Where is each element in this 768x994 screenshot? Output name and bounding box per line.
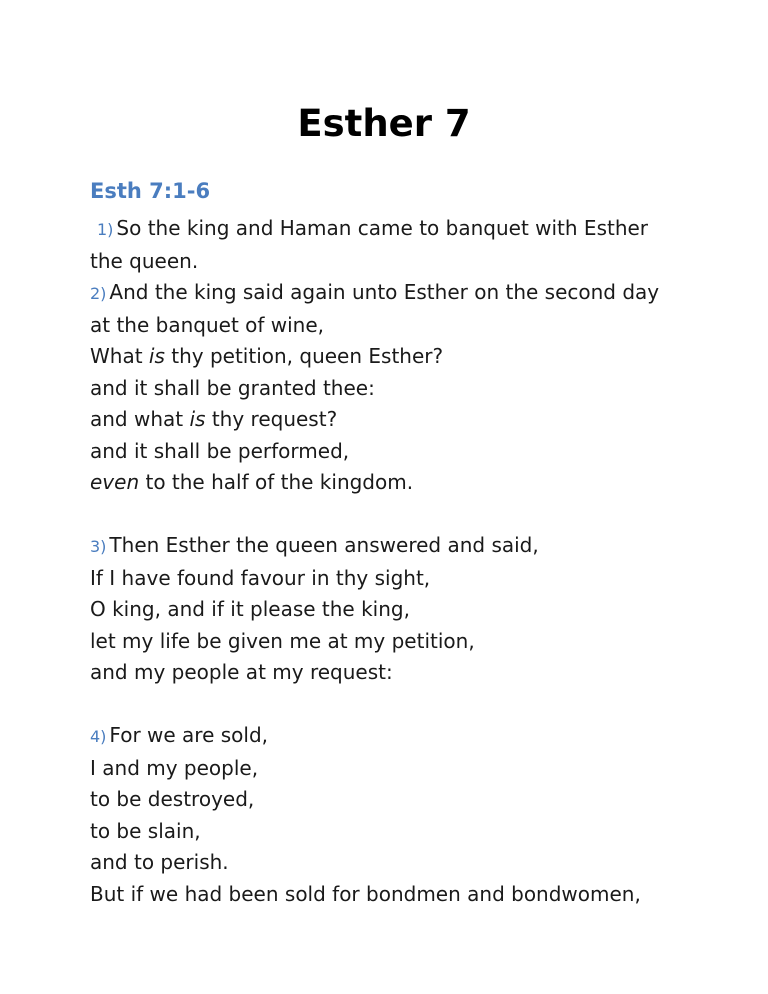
verse-line [90,341,740,373]
verse-line [90,310,740,342]
line-text: thy petition, queen Esther? [164,344,444,368]
verse-line [90,530,740,563]
line-text: If I have found favour in thy sight, [90,565,431,590]
verse-line [90,277,740,310]
line-text: I and my people, [90,755,259,780]
verse-block [90,530,740,689]
verse-line [90,404,740,436]
verse-line [90,847,740,879]
line-text: Then Esther the queen answered and said, [109,533,539,557]
stanza-gap [90,499,740,531]
verse-line [90,816,740,848]
verse-line [90,246,740,278]
verse-line [90,879,740,911]
verse-body [90,213,740,910]
line-text: and to perish. [90,850,229,874]
verse-line [90,213,740,246]
verse-line [90,720,740,753]
line-text: And the king said again unto Esther on the second day [109,280,660,304]
verse-line [90,657,740,689]
line-text: O king, and if it please the king, [90,597,410,621]
line-text: at the banquet of wine, [90,312,325,337]
verse-number: 2) [90,284,107,303]
verse-number: 1) [97,220,114,239]
page-title: Esther 7 [297,102,471,145]
verse-line [90,373,740,405]
line-text: let my life be given me at my petition, [90,628,475,653]
italic-word: is [148,344,165,368]
passage-reference: Esth 7:1-6 [90,179,211,203]
line-text: to be slain, [90,818,201,843]
verse-line [90,436,740,468]
italic-word: even [90,470,140,494]
verse-line [90,753,740,785]
italic-word: is [189,407,206,431]
verse-line [90,467,740,499]
line-text: thy request? [205,407,338,431]
verse-block [90,213,740,277]
line-text: What [90,344,149,368]
line-text: to be destroyed, [90,787,255,811]
verse-block [90,277,740,499]
stanza-gap [90,689,740,721]
verse-number: 3) [90,537,107,556]
verse-line [90,626,740,658]
verse-line [90,594,740,626]
verse-line [90,563,740,595]
line-text: For we are sold, [109,723,269,747]
verse-block [90,720,740,910]
line-text: So the king and Haman came to banquet with Esther [116,216,649,240]
verse-number: 4) [90,727,107,746]
line-text: But if we had been sold for bondmen and bondwomen, [90,881,641,906]
line-text: and what [90,407,190,431]
line-text: and it shall be granted thee: [90,375,375,400]
line-text: and my people at my request: [90,660,393,684]
verse-line [90,784,740,816]
line-text: and it shall be performed, [90,438,350,463]
line-text: to the half of the kingdom. [139,470,414,494]
line-text: the queen. [90,248,199,273]
